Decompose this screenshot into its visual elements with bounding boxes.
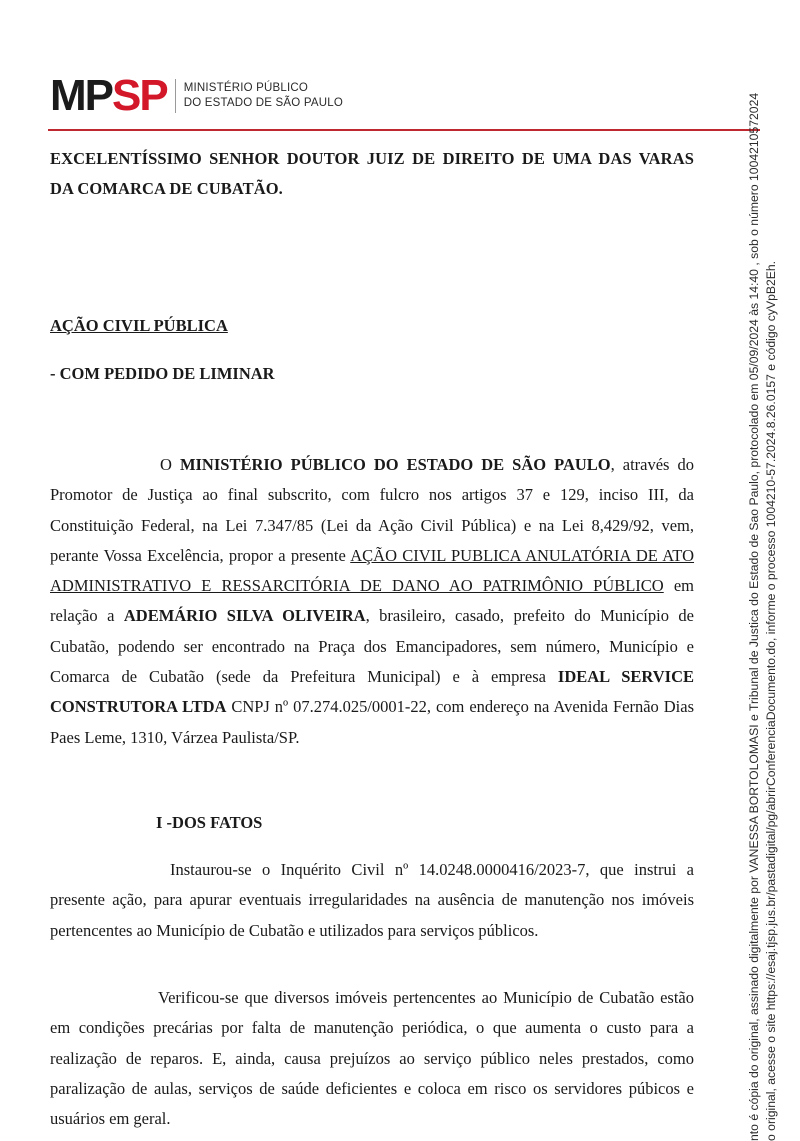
- p1-action-name: AÇÃO CIVIL PUBLICA ANULATÓRIA DE ATO ADMINISTRATIVO E RESSARCITÓRIA DE DANO AO PATRIMÔNIO PÚBLICO: [50, 545, 695, 596]
- stamp-line-1: nto é cópia do original, assinado digitalmente por VANESSA BORTOLOMASI e Tribunal de Justica do Estado de Sao Paulo, protocolado em 05/09/2024 às 14:40 , sob o número 1004210572024: [747, 92, 761, 1141]
- logo-org-line2: DO ESTADO DE SÃO PAULO: [183, 97, 343, 109]
- paragraph-qualification: [50, 450, 694, 753]
- action-subtitle: - COM PEDIDO DE LIMINAR: [50, 364, 275, 383]
- logo-divider: [175, 79, 176, 113]
- logo-org-line1: MINISTÉRIO PÚBLICO: [183, 82, 309, 94]
- p1-text-1: O: [160, 455, 180, 474]
- header-divider: [48, 129, 760, 131]
- p1-text-3: em relação a: [50, 576, 694, 626]
- p3-text: Verificou-se que diversos imóveis pertencentes ao Município de Cubatão estão em condições precárias por falta de manutenção periódica, o que aumenta o custo para a realização de reparos. E, ainda, causa prejuízos ao serviço público neles prestados, como paralização de aulas, serviços de saúde deficientes e coloca em risco os servidores púbicos e usuários em geral.: [50, 988, 694, 1129]
- section-title-facts: I -DOS FATOS: [156, 813, 263, 832]
- digital-signature-stamp: [742, 0, 800, 1141]
- logo-mp-text: MP: [50, 71, 112, 120]
- stamp-line-2: o original, acesse o site https://esaj.tjsp.jus.br/pastadigital/pg/abrirConferenciaDocumento.do, informe o processo 1004210-57.2024.8.26.0157 e código cyVpB2Eh.: [764, 260, 778, 1141]
- mpsp-logo: [50, 71, 343, 120]
- logo-sp-text: SP: [112, 71, 167, 120]
- addressee: EXCELENTÍSSIMO SENHOR DOUTOR JUIZ DE DIREITO DE UMA DAS VARAS DA COMARCA DE CUBATÃO.: [50, 149, 694, 198]
- p1-text-5: CNPJ nº 07.274.025/0001-22, com endereço na Avenida Fernão Dias Paes Leme, 1310, Várzea Paulista/SP.: [50, 697, 694, 747]
- paragraph-facts-1: [50, 855, 694, 946]
- logo-org-name: [184, 81, 343, 111]
- p1-defendant-1: ADEMÁRIO SILVA OLIVEIRA: [123, 606, 366, 626]
- p1-text-4: , brasileiro, casado, prefeito do Município de Cubatão, podendo ser encontrado na Praça dos Emancipadores, sem número, Município e Comarca de Cubatão (sede da Prefeitura Municipal) e à empresa: [50, 606, 694, 687]
- p1-defendant-2: IDEAL SERVICE CONSTRUTORA LTDA: [50, 667, 694, 717]
- p1-plaintiff: MINISTÉRIO PÚBLICO DO ESTADO DE SÃO PAULO: [179, 455, 611, 474]
- p2-text: Instaurou-se o Inquérito Civil nº 14.0248.0000416/2023-7, que instrui a presente ação, para apurar eventuais irregularidades na ausência de manutenção nos imóveis pertencentes ao Município de Cubatão e utilizados para serviços públicos.: [50, 860, 694, 940]
- action-title: AÇÃO CIVIL PÚBLICA: [50, 316, 228, 335]
- p1-text-2: , através do Promotor de Justiça ao final subscrito, com fulcro nos artigos 37 e 129, inciso III, da Constituição Federal, na Lei 7.347/85 (Lei da Ação Civil Pública) e na Lei 8,429/92, vem, perante Vossa Excelência, propor a presente: [50, 455, 694, 565]
- paragraph-facts-2: [50, 983, 694, 1134]
